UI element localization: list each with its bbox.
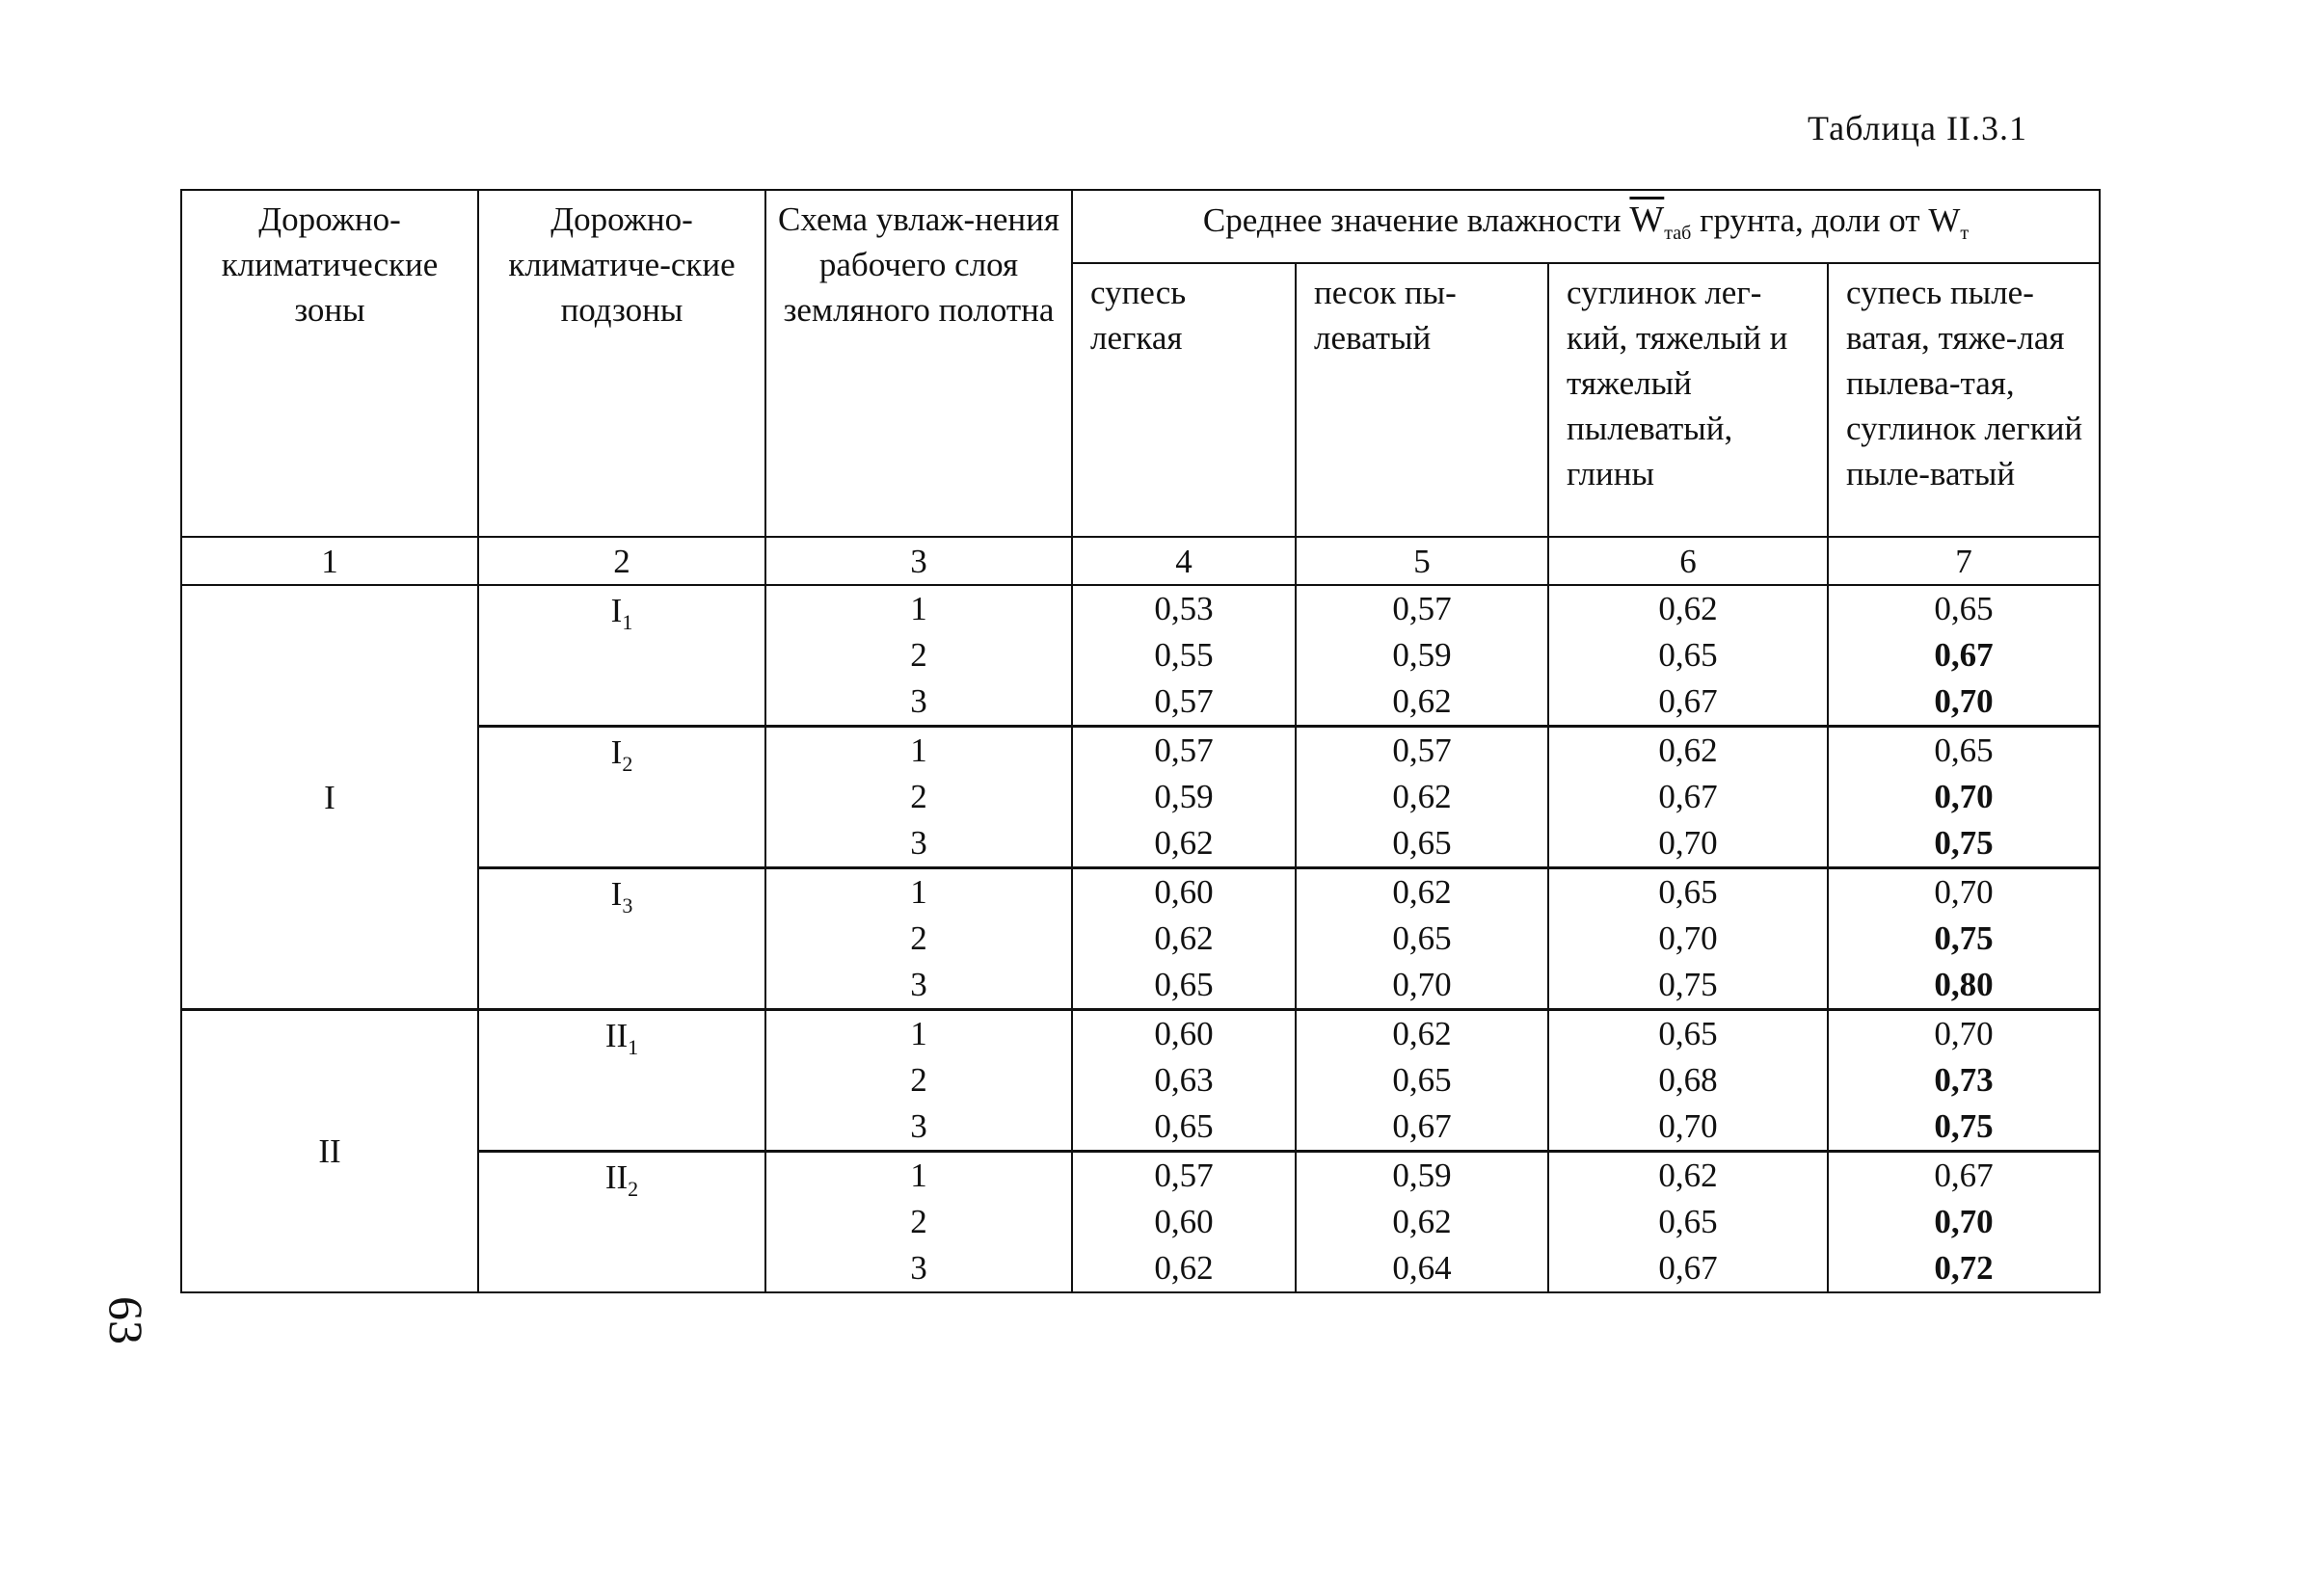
table-body bbox=[181, 585, 2100, 1292]
value-cell bbox=[1548, 727, 1828, 868]
cell-value: 0,70 bbox=[1934, 778, 1994, 815]
subzone-name: I bbox=[610, 733, 623, 771]
column-number: 7 bbox=[1828, 537, 2100, 585]
cell-value: 0,65 bbox=[1392, 919, 1452, 957]
cell-value: 0,65 bbox=[1392, 1061, 1452, 1099]
cell-value: 0,62 bbox=[1392, 1203, 1452, 1240]
subzone-name: II bbox=[604, 1017, 629, 1054]
cell-value: 0,57 bbox=[1392, 590, 1452, 627]
cell-value: 0,67 bbox=[1658, 1249, 1718, 1287]
zone-cell: I bbox=[181, 585, 478, 1010]
value-cell bbox=[1296, 585, 1548, 727]
value-cell bbox=[1548, 1010, 1828, 1152]
cell-value: 0,65 bbox=[1658, 1203, 1718, 1240]
cell-value: 0,80 bbox=[1934, 966, 1994, 1003]
subzone-cell bbox=[478, 727, 765, 868]
cell-value: 0,62 bbox=[1392, 682, 1452, 720]
cell-value: 1 bbox=[910, 1157, 927, 1194]
cell-value: 0,75 bbox=[1934, 824, 1994, 862]
scheme-cell bbox=[765, 1010, 1072, 1152]
zone-cell: II bbox=[181, 1010, 478, 1293]
header-moisture-scheme: Схема увлаж-нения рабочего слоя земляного полотна bbox=[765, 190, 1072, 537]
cell-value: 0,68 bbox=[1658, 1061, 1718, 1099]
cell-value: 3 bbox=[910, 824, 927, 862]
cell-value: 0,62 bbox=[1154, 1249, 1214, 1287]
cell-value: 0,57 bbox=[1154, 732, 1214, 769]
value-cell bbox=[1072, 1152, 1296, 1293]
column-number: 4 bbox=[1072, 537, 1296, 585]
cell-value: 0,62 bbox=[1658, 590, 1718, 627]
mean-suffix-sub: т bbox=[1960, 222, 1970, 244]
cell-value: 2 bbox=[910, 1061, 927, 1099]
cell-value: 0,59 bbox=[1154, 778, 1214, 815]
table-row bbox=[181, 585, 2100, 727]
cell-value: 0,65 bbox=[1934, 590, 1994, 627]
cell-value: 0,64 bbox=[1392, 1249, 1452, 1287]
subzone-name: I bbox=[610, 592, 623, 629]
cell-value: 0,73 bbox=[1934, 1061, 1994, 1099]
cell-value: 0,65 bbox=[1154, 966, 1214, 1003]
cell-value: 0,62 bbox=[1392, 873, 1452, 911]
value-cell bbox=[1072, 727, 1296, 868]
cell-value: 0,55 bbox=[1154, 636, 1214, 674]
cell-value: 3 bbox=[910, 1107, 927, 1145]
table-row bbox=[181, 1010, 2100, 1152]
cell-value: 0,70 bbox=[1658, 824, 1718, 862]
column-number: 6 bbox=[1548, 537, 1828, 585]
column-number: 1 bbox=[181, 537, 478, 585]
value-cell bbox=[1828, 727, 2100, 868]
cell-value: 3 bbox=[910, 682, 927, 720]
cell-value: 0,62 bbox=[1392, 1015, 1452, 1052]
cell-value: 0,57 bbox=[1154, 1157, 1214, 1194]
mean-symbol-sub: таб bbox=[1664, 222, 1692, 244]
value-cell bbox=[1072, 1010, 1296, 1152]
cell-value: 0,70 bbox=[1934, 873, 1994, 911]
cell-value: 0,67 bbox=[1658, 682, 1718, 720]
cell-value: 0,75 bbox=[1934, 919, 1994, 957]
subzone-cell bbox=[478, 868, 765, 1010]
cell-value: 0,53 bbox=[1154, 590, 1214, 627]
cell-value: 0,67 bbox=[1658, 778, 1718, 815]
subzone-name: I bbox=[610, 875, 623, 913]
header-zones: Дорожно-климатические зоны bbox=[181, 190, 478, 537]
value-cell bbox=[1828, 1010, 2100, 1152]
value-cell bbox=[1072, 868, 1296, 1010]
value-cell bbox=[1828, 1152, 2100, 1293]
value-cell bbox=[1548, 868, 1828, 1010]
subzone-index: 2 bbox=[628, 1177, 639, 1201]
header-silty-sandy-loam: супесь пыле-ватая, тяже-лая пылева-тая, суглинок легкий пыле-ватый bbox=[1828, 263, 2100, 537]
cell-value: 0,72 bbox=[1934, 1249, 1994, 1287]
cell-value: 1 bbox=[910, 1015, 927, 1052]
cell-value: 0,59 bbox=[1392, 1157, 1452, 1194]
cell-value: 0,60 bbox=[1154, 1203, 1214, 1240]
cell-value: 0,62 bbox=[1658, 732, 1718, 769]
subzone-index: 1 bbox=[628, 1035, 639, 1059]
cell-value: 0,65 bbox=[1392, 824, 1452, 862]
cell-value: 0,70 bbox=[1658, 1107, 1718, 1145]
cell-value: 0,62 bbox=[1154, 919, 1214, 957]
subzone-index: 1 bbox=[622, 610, 633, 634]
subzone-name: II bbox=[604, 1158, 629, 1196]
cell-value: 0,62 bbox=[1154, 824, 1214, 862]
moisture-table bbox=[180, 189, 2101, 1293]
header-subzones: Дорожно-климатиче-ские подзоны bbox=[478, 190, 765, 537]
cell-value: 3 bbox=[910, 966, 927, 1003]
cell-value: 0,60 bbox=[1154, 1015, 1214, 1052]
page-number: 63 bbox=[99, 1296, 153, 1344]
header-mean-moisture bbox=[1072, 190, 2100, 263]
cell-value: 0,63 bbox=[1154, 1061, 1214, 1099]
subzone-index: 2 bbox=[622, 752, 633, 776]
cell-value: 1 bbox=[910, 590, 927, 627]
scheme-cell bbox=[765, 868, 1072, 1010]
cell-value: 0,70 bbox=[1392, 966, 1452, 1003]
cell-value: 0,65 bbox=[1658, 636, 1718, 674]
value-cell bbox=[1296, 1152, 1548, 1293]
mean-suffix: грунта, доли от W bbox=[1700, 200, 1961, 239]
cell-value: 0,67 bbox=[1392, 1107, 1452, 1145]
value-cell bbox=[1072, 585, 1296, 727]
scheme-cell bbox=[765, 1152, 1072, 1293]
cell-value: 0,75 bbox=[1658, 966, 1718, 1003]
column-number: 3 bbox=[765, 537, 1072, 585]
cell-value: 2 bbox=[910, 919, 927, 957]
header-silty-sand: песок пы-леватый bbox=[1296, 263, 1548, 537]
cell-value: 0,65 bbox=[1658, 873, 1718, 911]
column-number-row bbox=[181, 537, 2100, 585]
cell-value: 0,70 bbox=[1658, 919, 1718, 957]
value-cell bbox=[1548, 585, 1828, 727]
cell-value: 0,62 bbox=[1392, 778, 1452, 815]
cell-value: 0,67 bbox=[1934, 1157, 1994, 1194]
cell-value: 0,67 bbox=[1934, 636, 1994, 674]
cell-value: 3 bbox=[910, 1249, 927, 1287]
cell-value: 1 bbox=[910, 732, 927, 769]
cell-value: 0,57 bbox=[1392, 732, 1452, 769]
cell-value: 0,65 bbox=[1934, 732, 1994, 769]
cell-value: 2 bbox=[910, 636, 927, 674]
value-cell bbox=[1296, 1010, 1548, 1152]
cell-value: 1 bbox=[910, 873, 927, 911]
cell-value: 0,59 bbox=[1392, 636, 1452, 674]
cell-value: 0,75 bbox=[1934, 1107, 1994, 1145]
cell-value: 0,62 bbox=[1658, 1157, 1718, 1194]
value-cell bbox=[1828, 868, 2100, 1010]
column-number: 5 bbox=[1296, 537, 1548, 585]
table-title: Таблица II.3.1 bbox=[1808, 109, 2027, 147]
scheme-cell bbox=[765, 727, 1072, 868]
subzone-cell bbox=[478, 1152, 765, 1293]
value-cell bbox=[1548, 1152, 1828, 1293]
header-loam-clay: суглинок лег-кий, тяжелый и тяжелый пылеватый, глины bbox=[1548, 263, 1828, 537]
header-sandy-loam-light: супесь легкая bbox=[1072, 263, 1296, 537]
cell-value: 0,65 bbox=[1658, 1015, 1718, 1052]
cell-value: 0,65 bbox=[1154, 1107, 1214, 1145]
column-number: 2 bbox=[478, 537, 765, 585]
cell-value: 0,70 bbox=[1934, 1203, 1994, 1240]
mean-symbol: $\overline{W}$ bbox=[1629, 199, 1665, 240]
scheme-cell bbox=[765, 585, 1072, 727]
cell-value: 2 bbox=[910, 1203, 927, 1240]
cell-value: 0,57 bbox=[1154, 682, 1214, 720]
cell-value: 0,70 bbox=[1934, 682, 1994, 720]
cell-value: 0,70 bbox=[1934, 1015, 1994, 1052]
subzone-index: 3 bbox=[622, 893, 633, 918]
value-cell bbox=[1828, 585, 2100, 727]
subzone-cell bbox=[478, 1010, 765, 1152]
value-cell bbox=[1296, 868, 1548, 1010]
mean-prefix: Среднее значение влажности bbox=[1202, 200, 1622, 239]
cell-value: 0,60 bbox=[1154, 873, 1214, 911]
value-cell bbox=[1296, 727, 1548, 868]
cell-value: 2 bbox=[910, 778, 927, 815]
subzone-cell bbox=[478, 585, 765, 727]
